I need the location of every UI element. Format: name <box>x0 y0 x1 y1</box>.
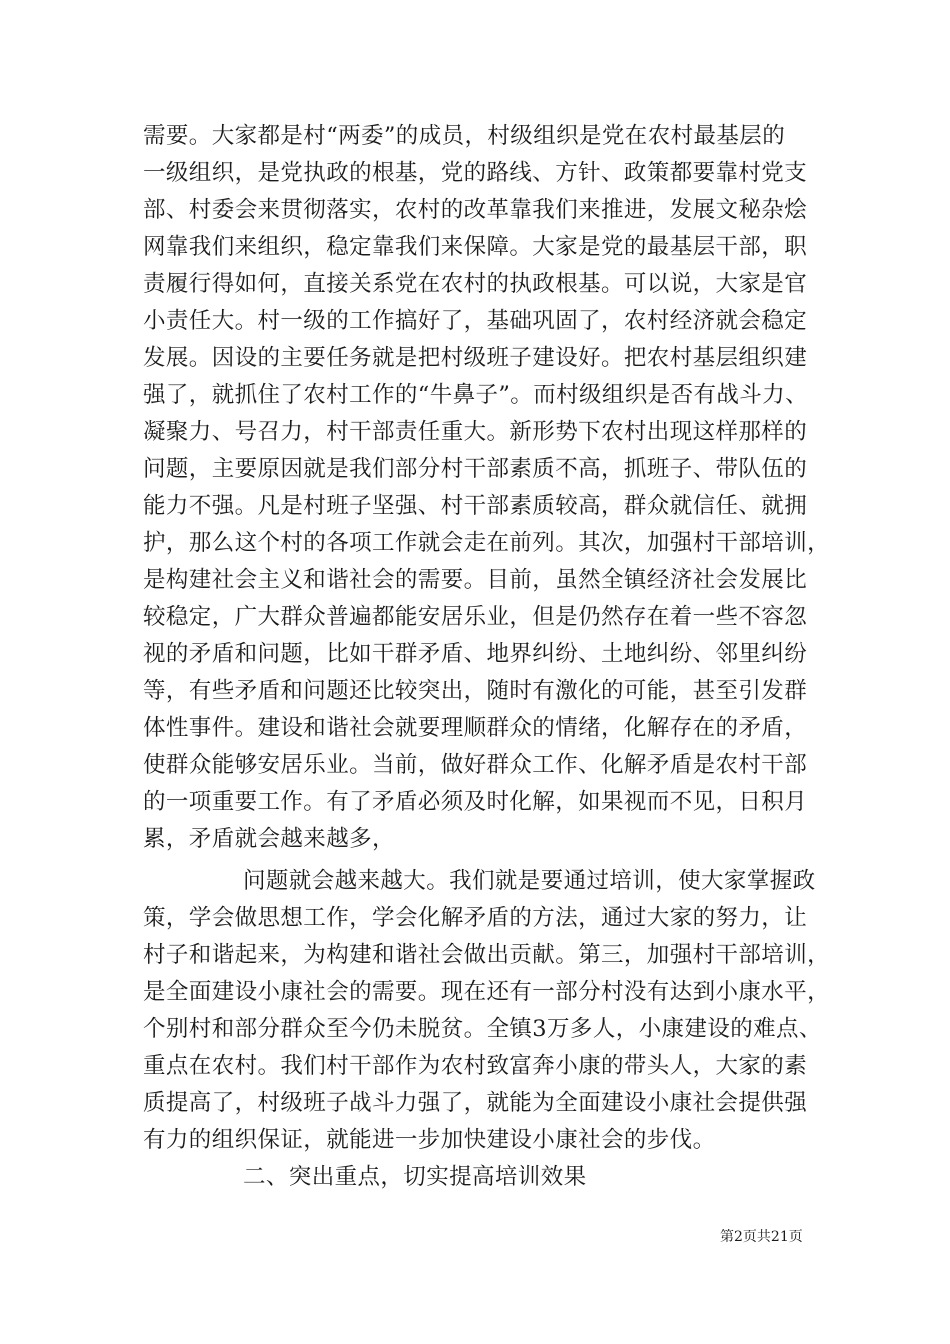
text-line: 的一项重要工作。有了矛盾必须及时化解，如果视而不见，日积月 <box>143 789 808 815</box>
text-line: 需要。大家都是村“两委”的成员，村级组织是党在农村最基层的 <box>143 123 786 149</box>
text-line: 发展。因设的主要任务就是把村级班子建设好。把农村基层组织建 <box>143 345 808 371</box>
text-line: 重点在农村。我们村干部作为农村致富奔小康的带头人，大家的素 <box>143 1053 808 1079</box>
text-line: 是构建社会主义和谐社会的需要。目前，虽然全镇经济社会发展比 <box>143 567 808 593</box>
text-line: 部、村委会来贯彻落实，农村的改革靠我们来推进，发展文秘杂烩 <box>143 197 808 223</box>
page-number-footer: 第2页共21页 <box>720 1229 803 1245</box>
text-line: 体性事件。建设和谐社会就要理顺群众的情绪，化解存在的矛盾， <box>143 715 808 741</box>
text-line: 村子和谐起来，为构建和谐社会做出贡献。第三，加强村干部培训， <box>143 942 831 968</box>
text-line: 问题，主要原因就是我们部分村干部素质不高，抓班子、带队伍的 <box>143 456 808 482</box>
text-line: 能力不强。凡是村班子坚强、村干部素质较高，群众就信任、就拥 <box>143 493 808 519</box>
section-heading: 二、突出重点，切实提高培训效果 <box>243 1164 587 1190</box>
text-line: 累，矛盾就会越来越多， <box>143 826 395 852</box>
text-line: 责履行得如何，直接关系党在农村的执政根基。可以说，大家是官 <box>143 271 808 297</box>
text-line: 有力的组织保证，就能进一步加快建设小康社会的步伐。 <box>143 1127 716 1153</box>
text-line-indented: 问题就会越来越大。我们就是要通过培训，使大家掌握政 <box>243 868 816 894</box>
text-line: 护，那么这个村的各项工作就会走在前列。其次，加强村干部培训， <box>143 530 831 556</box>
text-line: 个别村和部分群众至今仍未脱贫。全镇3万多人，小康建设的难点、 <box>143 1016 822 1042</box>
text-line: 等，有些矛盾和问题还比较突出，随时有激化的可能，甚至引发群 <box>143 678 808 704</box>
text-line: 使群众能够安居乐业。当前，做好群众工作、化解矛盾是农村干部 <box>143 752 808 778</box>
text-line: 网靠我们来组织，稳定靠我们来保障。大家是党的最基层干部，职 <box>143 234 808 260</box>
text-line: 策，学会做思想工作，学会化解矛盾的方法，通过大家的努力，让 <box>143 905 808 931</box>
text-line: 强了，就抓住了农村工作的“牛鼻子”。而村级组织是否有战斗力、 <box>143 382 809 408</box>
text-line: 较稳定，广大群众普遍都能安居乐业，但是仍然存在着一些不容忽 <box>143 604 808 630</box>
text-line: 质提高了，村级班子战斗力强了，就能为全面建设小康社会提供强 <box>143 1090 808 1116</box>
text-line: 小责任大。村一级的工作搞好了，基础巩固了，农村经济就会稳定 <box>143 308 808 334</box>
text-line: 是全面建设小康社会的需要。现在还有一部分村没有达到小康水平， <box>143 979 831 1005</box>
text-line: 凝聚力、号召力，村干部责任重大。新形势下农村出现这样那样的 <box>143 419 808 445</box>
text-line: 视的矛盾和问题，比如干群矛盾、地界纠纷、土地纠纷、邻里纠纷 <box>143 641 808 667</box>
text-line: 一级组织，是党执政的根基，党的路线、方针、政策都要靠村党支 <box>143 160 808 186</box>
